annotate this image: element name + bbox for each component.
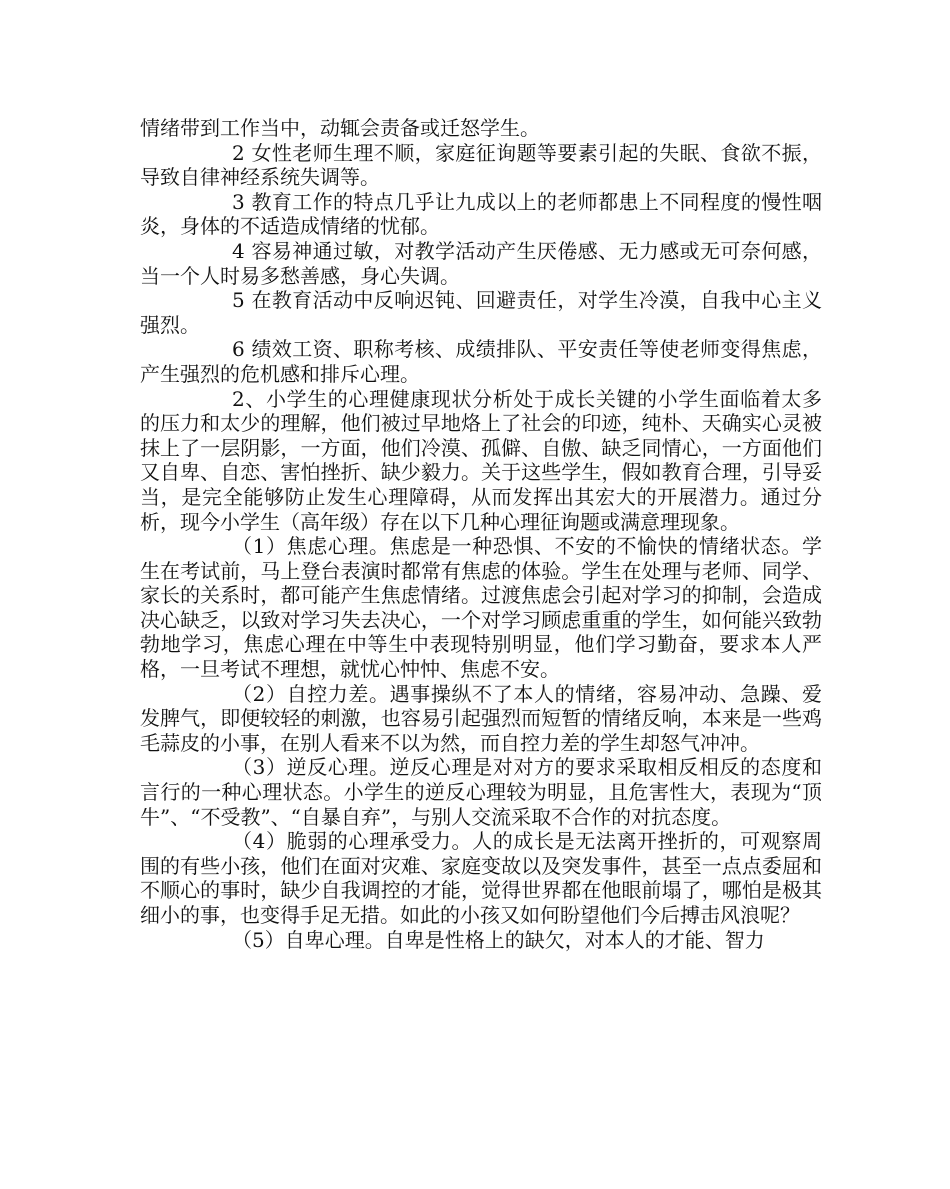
paragraph-4: 4 容易神通过敏，对教学活动产生厌倦感、无力感或无可奈何感，当一个人时易多愁善感，身心失调。 — [140, 238, 822, 288]
paragraph-12: （5）自卑心理。自卑是性格上的缺欠，对本人的才能、智力 — [232, 927, 765, 952]
paragraph-9: （2）自控力差。遇事操纵不了本人的情绪，容易冲动、急躁、爱发脾气，即便较轻的刺激，也容易引起强烈而短暂的情绪反响，本来是一些鸡毛蒜皮的小事，在别人看来不以为然，而自控力差的学生却怒气冲冲。 — [140, 681, 822, 755]
paragraph-3: 3 教育工作的特点几乎让九成以上的老师都患上不同程度的慢性咽炎，身体的不适造成情绪的忧郁。 — [140, 189, 822, 239]
paragraph-7: 2、小学生的心理健康现状分析处于成长关键的小学生面临着太多的压力和太少的理解，他们被过早地烙上了社会的印迹，纯朴、天确实心灵被抹上了一层阴影，一方面，他们冷漠、孤僻、自傲、缺乏同情心，一方面他们又自卑、自恋、害怕挫折、缺少毅力。关于这些学生，假如教育合理，引导妥当，是完全能够防止发生心理障碍，从而发挥出其宏大的开展潜力。通过分析，现今小学生（高年级）存在以下几种心理征询题或满意理现象。 — [140, 386, 822, 534]
paragraph-11: （4）脆弱的心理承受力。人的成长是无法离开挫折的，可观察周围的有些小孩，他们在面对灾难、家庭变故以及突发事件，甚至一点点委屈和不顺心的事时，缺少自我调控的才能，觉得世界都在他眼前塌了，哪怕是极其细小的事，也变得手足无措。如此的小孩又如何盼望他们今后搏击风浪呢？ — [140, 829, 822, 927]
paragraph-5: 5 在教育活动中反响迟钝、回避责任，对学生冷漠，自我中心主义强烈。 — [140, 288, 822, 337]
document-body — [140, 116, 822, 952]
paragraph-6: 6 绩效工资、职称考核、成绩排队、平安责任等使老师变得焦虑，产生强烈的危机感和排斥心理。 — [140, 337, 822, 386]
paragraph-8: （1）焦虑心理。焦虑是一种恐惧、不安的不愉快的情绪状态。学生在考试前，马上登台表演时都常有焦虑的体验。学生在处理与老师、同学、家长的关系时，都可能产生焦虑情绪。过渡焦虑会引起对学习的抑制，会造成决心缺乏，以致对学习失去决心，一个对学习顾虑重重的学生，如何能兴致勃勃地学习，焦虑心理在中等生中表现特别明显，他们学习勤奋，要求本人严格，一旦考试不理想，就忧心忡忡、焦虑不安。 — [140, 534, 822, 682]
paragraph-2: 2 女性老师生理不顺，家庭征询题等要素引起的失眠、食欲不振，导致自律神经系统失调等。 — [140, 140, 822, 190]
paragraph-1: 情绪带到工作当中，动辄会责备或迁怒学生。 — [140, 116, 540, 140]
paragraph-10: （3）逆反心理。逆反心理是对对方的要求采取相反相反的态度和言行的一种心理状态。小学生的逆反心理较为明显，且危害性大，表现为“顶牛”、“不受教”、“自暴自弃”，与别人交流采取不合作的对抗态度。 — [140, 755, 822, 829]
